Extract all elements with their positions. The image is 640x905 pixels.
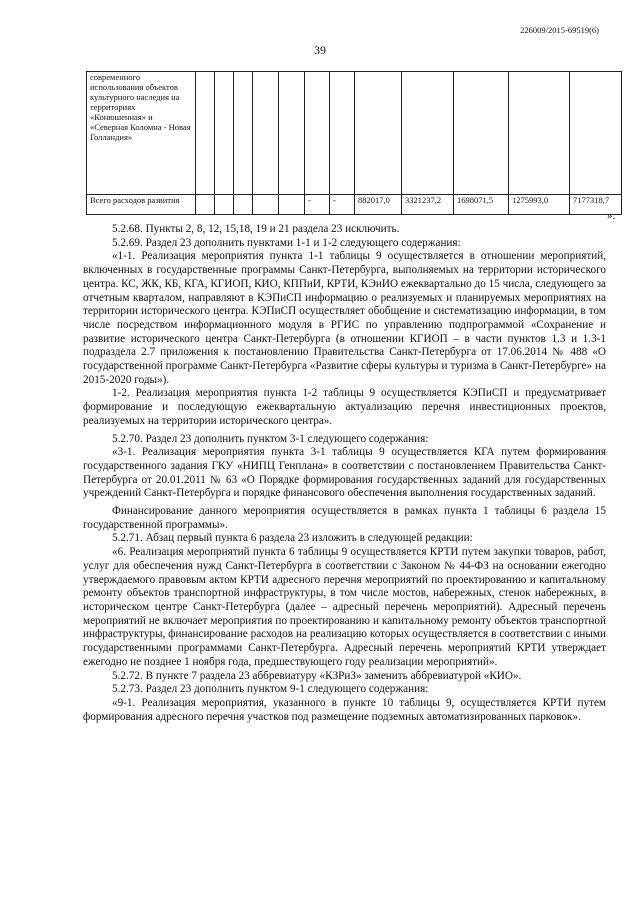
table-cell [330, 72, 355, 195]
budget-table-fragment [86, 71, 622, 215]
table-cell [355, 72, 402, 195]
paragraph: 5.2.71. Абзац первый пункта 6 раздела 23 изложить в следующей редакции: [112, 532, 473, 545]
page-number: 39 [314, 43, 326, 57]
table-cell [402, 72, 454, 195]
table-cell [253, 195, 279, 215]
table-cell [215, 72, 234, 195]
total-row-label: Всего расходов развития [87, 195, 196, 215]
table-cell: 1698071,5 [454, 195, 509, 215]
table-closing-quote: ». [607, 210, 616, 222]
table-cell [234, 72, 253, 195]
paragraph: 5.2.69. Раздел 23 дополнить пунктами 1-1 и 1-2 следующего содержания: [112, 236, 461, 249]
paragraph: Финансирование данного мероприятия осуществляется в рамках пункта 1 таблицы 6 раздела 15 государственной программы». [83, 505, 606, 531]
table-cell: 3321237,2 [402, 195, 454, 215]
table-cell: 882017,0 [355, 195, 402, 215]
table-row [87, 72, 622, 195]
table-row-total [87, 195, 622, 215]
table-cell [279, 72, 305, 195]
document-body [83, 223, 606, 724]
table-cell [196, 72, 215, 195]
table-cell [253, 72, 279, 195]
document-id: 226009/2015-69519(6) [520, 25, 599, 35]
table-cell: 7177318,7 [570, 195, 622, 215]
paragraph: «1-1. Реализация мероприятия пункта 1-1 таблицы 9 осуществляется в отношении мероприятий, включенных в государственные программы Санкт-Петербурга, выполняемых на территории исторического центра. КС, ЖК, КБ, КГА, КГИОП, КИО, КППиИ, КРТИ, КЭиИО ежеквартально до 15 числа, следующего за отчетным кварталом, направляют в КЭПиСП информацию о реализуемых и планируемых мероприятиях на территории исторического центра. КЭПиСП осуществляет обобщение и систематизацию информации, в том числе посредством информационного модуля в РГИС по управлению подпрограммой «Сохранение и развитие исторического центра Санкт-Петербурга (в отношении КГИОП – в части пунктов 1.3 и 1.3-1 подраздела 2.7 приложения к постановлению Правительства Санкт-Петербурга от 17.06.2014 № 488 «О государственной программе Санкт-Петербурга «Развитие сферы культуры и туризма в Санкт-Петербурге» на 2015-2020 годы»). [83, 250, 606, 386]
paragraph: «9-1. Реализация мероприятия, указанного в пункте 10 таблицы 9, осуществляется КРТИ путем формирования адресного перечня участков под размещение подземных автоматизированных парковок». [83, 696, 606, 723]
table-cell [215, 195, 234, 215]
paragraph: 5.2.68. Пункты 2, 8, 12, 15,18, 19 и 21 раздела 23 исключить. [112, 223, 400, 235]
table-cell: 1275993,0 [509, 195, 570, 215]
paragraph: 5.2.73. Раздел 23 дополнить пунктом 9-1 следующего содержания: [112, 683, 429, 696]
paragraph: 5.2.70. Раздел 23 дополнить пунктом 3-1 следующего содержания: [112, 432, 429, 445]
table-cell [234, 195, 253, 215]
table-cell: - [305, 195, 330, 215]
table-cell [570, 72, 622, 195]
table-cell [454, 72, 509, 195]
table-cell [305, 72, 330, 195]
table-cell-activity: современного использования объектов культурного наследия на территориях «Конюшенная» и «Северная Коломна - Новая Голландия» [87, 72, 196, 195]
paragraph: 1-2. Реализация мероприятия пункта 1-2 таблицы 9 осуществляется КЭПиСП и предусматривает формирование и последующую ежеквартальную актуализацию перечня инвестиционных проектов, реализуемых на территории исторического центра». [83, 387, 606, 427]
paragraph: 5.2.72. В пункте 7 раздела 23 аббревиатуру «КЗРиЗ» заменить аббревиатурой «КИО». [112, 669, 522, 682]
paragraph: «6. Реализация мероприятий пункта 6 таблицы 9 осуществляется КРТИ путем закупки товаров, работ, услуг для обеспечения нужд Санкт-Петербурга в соответствии с Законом № 44-ФЗ на основании ежегодно утверждаемого правовым актом КРТИ адресного перечня мероприятий по проектированию и капитальному ремонту объектов транспортной инфраструктуры, в том числе мостов, набережных, стенок набережных, в историческом центре Санкт-Петербурга (далее – адресный перечень мероприятий). Адресный перечень мероприятий не включает мероприятия по проектированию и капитальному ремонту объектов транспортной инфраструктуры, финансирование расходов на реализацию которых осуществляется в соответствии с иными государственными программами Санкт-Петербурга. Адресный перечень мероприятий КРТИ утверждает ежегодно не позднее 1 ноября года, предшествующего году реализации мероприятий». [83, 546, 606, 668]
table-cell: - [330, 195, 355, 215]
table-cell [196, 195, 215, 215]
paragraph: «3-1. Реализация мероприятия пункта 3-1 таблицы 9 осуществляется КГА путем формирования государственного задания ГКУ «НИПЦ Генплана» в соответствии с постановлением Правительства Санкт-Петербурга от 20.01.2011 № 63 «О Порядке формирования государственных заданий для государственных учреждений Санкт-Петербурга и порядке финансового обеспечения выполнения государственных заданий. [83, 446, 606, 500]
table-cell [509, 72, 570, 195]
table-cell [279, 195, 305, 215]
